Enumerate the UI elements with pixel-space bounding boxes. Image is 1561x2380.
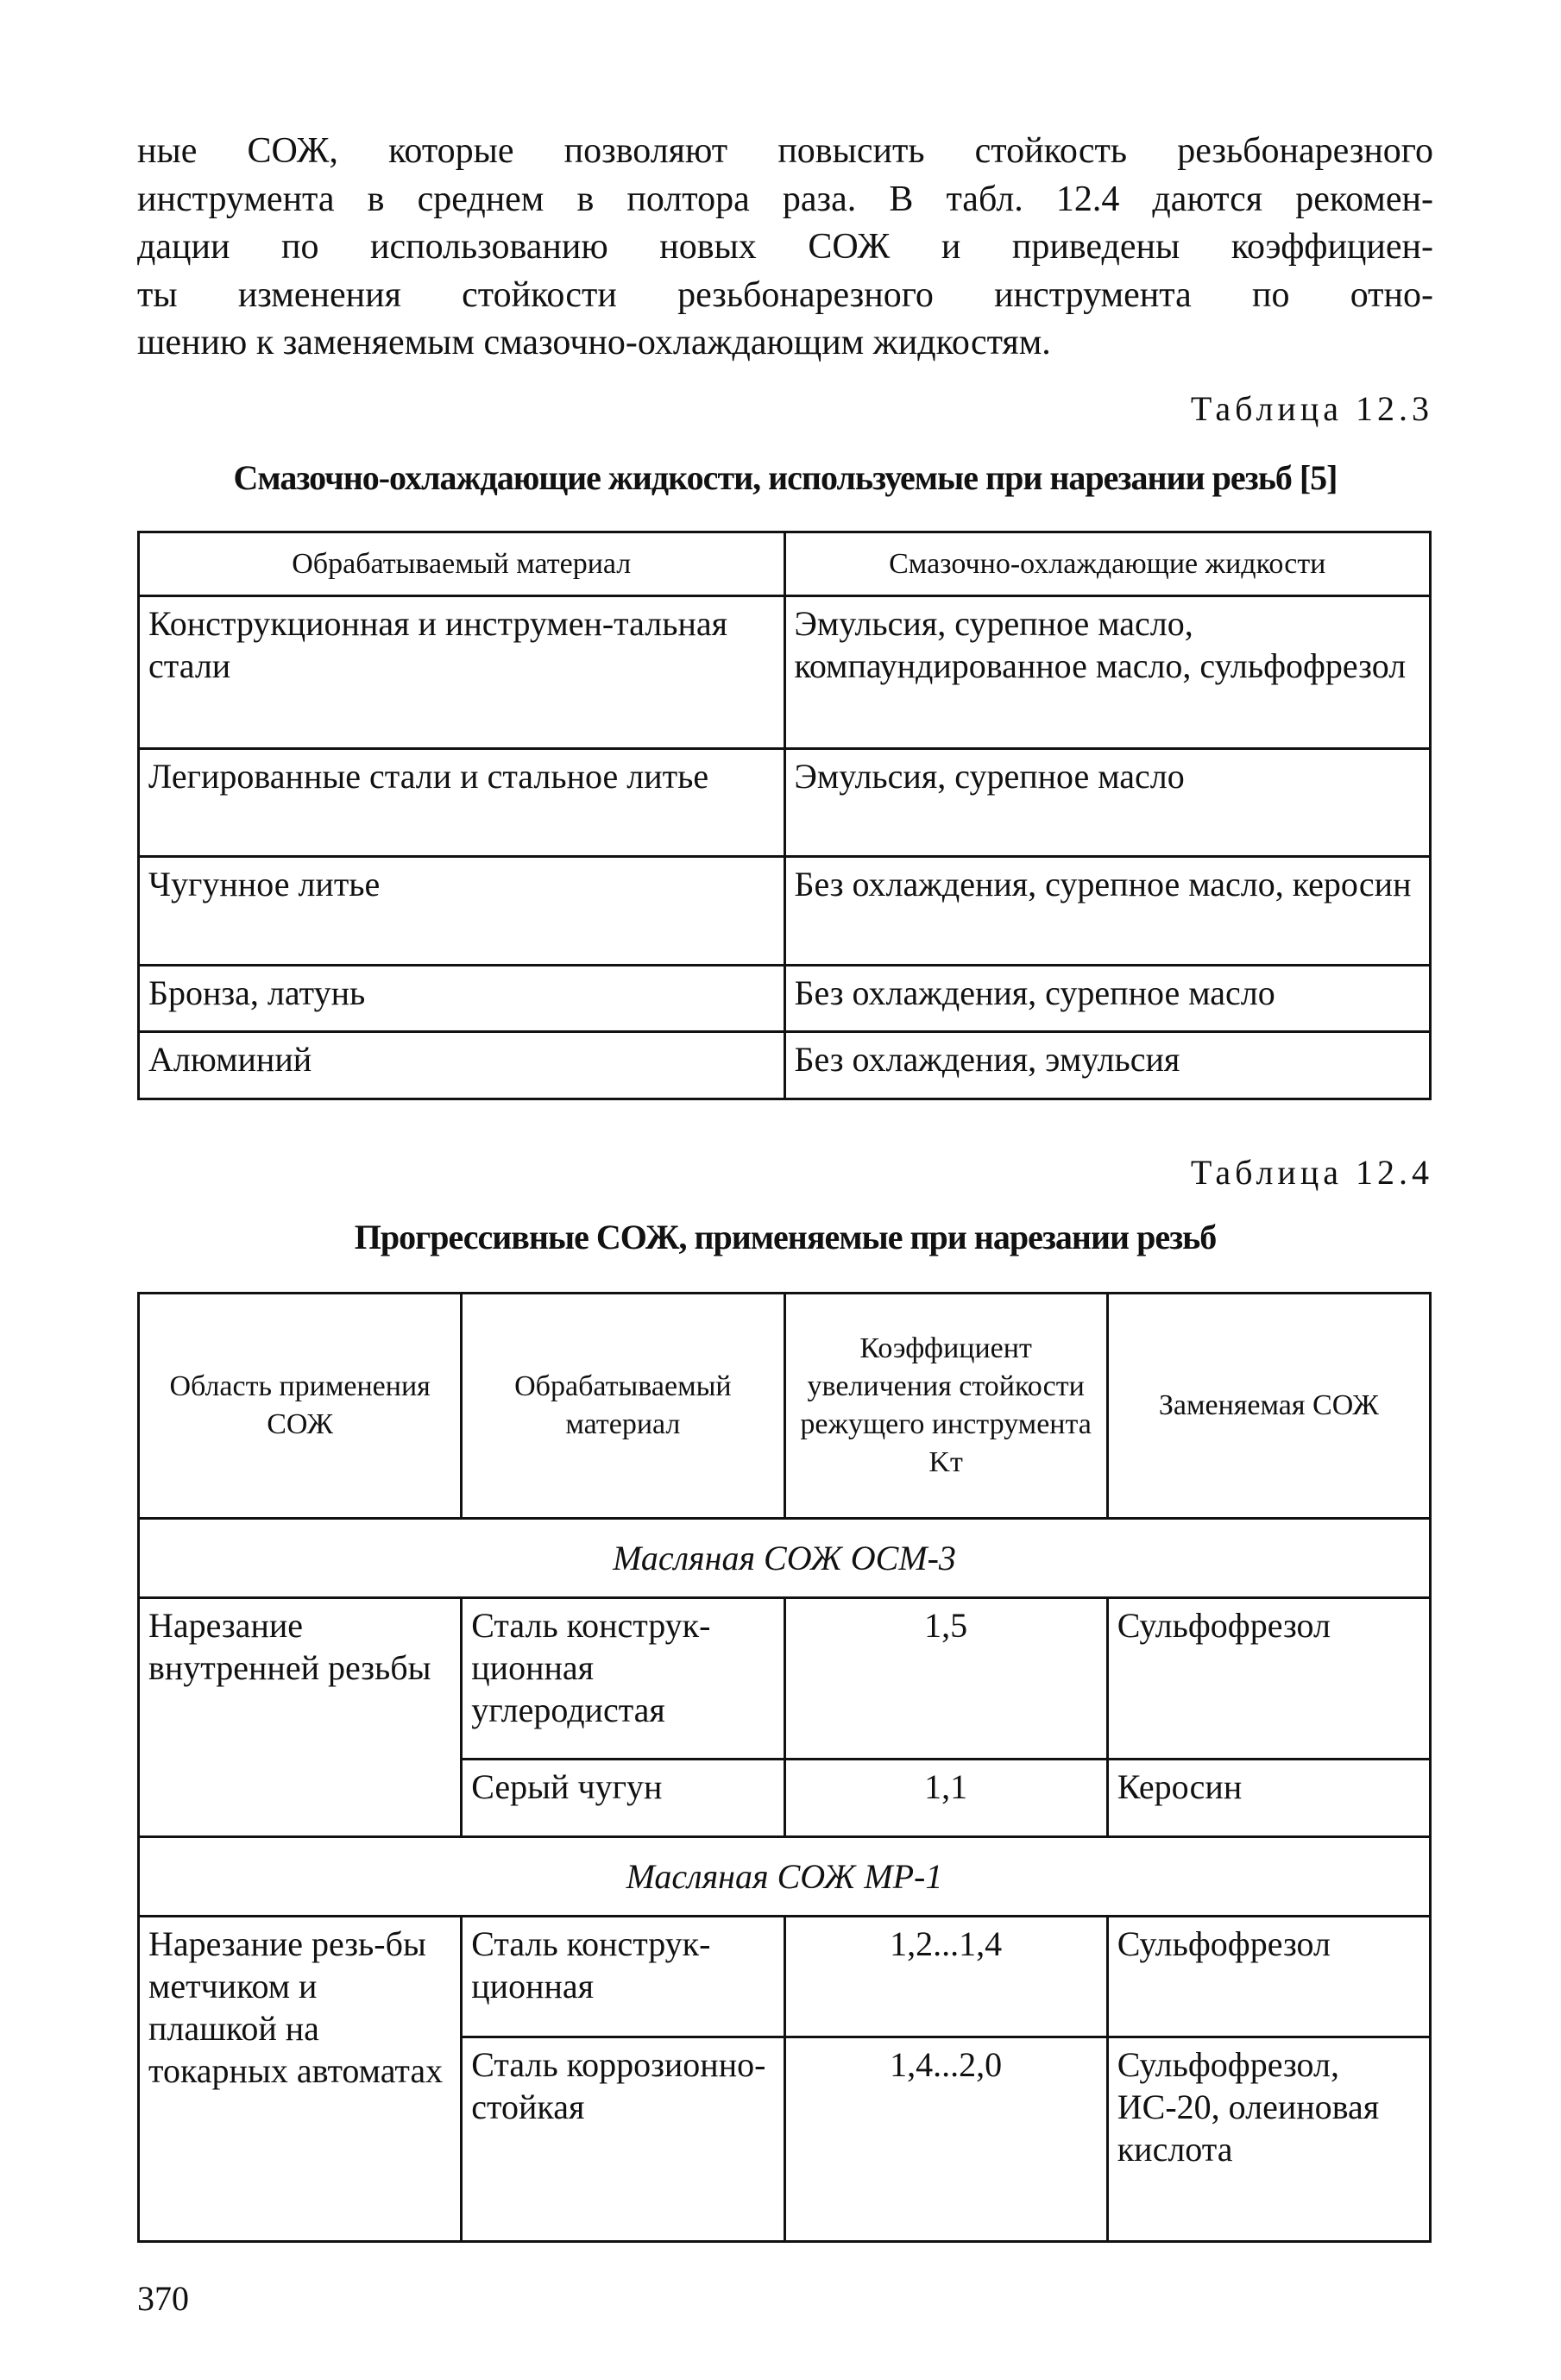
header-cell: Смазочно-охлаждающие жидкости [784,532,1431,596]
fluid-cell: Без охлаждения, сурепное масло, керосин [784,857,1431,966]
material-cell: Сталь конструк-ционная [462,1917,784,2037]
material-cell: Сталь коррозионно-стойкая [462,2037,784,2242]
fluid-cell: Эмульсия, сурепное масло [784,749,1431,857]
paragraph-line: шению к заменяемым смазочно-охлаждающим жидкостям. [137,323,1051,362]
table2-label: Таблица 12.4 [1190,1153,1433,1192]
material-cell: Легированные стали и стальное литье [139,749,785,857]
replaced-fluid-cell: Сульфофрезол, ИС-20, олеиновая кислота [1107,2037,1430,2242]
table-row [139,1917,1431,2037]
body-paragraph [137,128,1433,368]
fluid-cell: Эмульсия, сурепное масло, компаундированное масло, сульфофрезол [784,596,1431,749]
paragraph-line: ты изменения стойкости резьбонарезного инструмента по отно- [137,274,1433,315]
material-cell: Чугунное литье [139,857,785,966]
header-cell: Заменяемая СОЖ [1107,1294,1430,1519]
replaced-fluid-cell: Керосин [1107,1760,1430,1837]
area-cell: Нарезание внутренней резьбы [139,1598,462,1837]
fluid-cell: Без охлаждения, эмульсия [784,1032,1431,1099]
table-row [139,749,1431,857]
table1-label: Таблица 12.3 [1190,389,1433,428]
table-row [139,966,1431,1032]
table-header-row [139,1294,1431,1519]
header-cell: Обрабатываемый материал [139,532,785,596]
material-cell: Бронза, латунь [139,966,785,1032]
table-row [139,1598,1431,1760]
table2-title: Прогрессивные СОЖ, применяемые при нарезании резьб [354,1218,1217,1256]
section-title: Масляная СОЖ МР-1 [139,1837,1431,1917]
coefficient-cell: 1,5 [784,1598,1107,1760]
header-cell: Обрабатываемый материал [462,1294,784,1519]
paragraph-line: дации по использованию новых СОЖ и приведены коэффициен- [137,227,1433,267]
coefficient-cell: 1,1 [784,1760,1107,1837]
material-cell: Сталь конструк-ционная углеродистая [462,1598,784,1760]
fluid-cell: Без охлаждения, сурепное масло [784,966,1431,1032]
section-title: Масляная СОЖ ОСМ-3 [139,1519,1431,1598]
coefficient-cell: 1,4...2,0 [784,2037,1107,2242]
table-12-4 [137,1292,1432,2243]
replaced-fluid-cell: Сульфофрезол [1107,1598,1430,1760]
table-12-3 [137,531,1432,1100]
table-header-row [139,532,1431,596]
section-row [139,1837,1431,1917]
table-row [139,1032,1431,1099]
material-cell: Конструкционная и инструмен-тальная стали [139,596,785,749]
table-row [139,857,1431,966]
replaced-fluid-cell: Сульфофрезол [1107,1917,1430,2037]
header-cell: Коэффициент увеличения стойкости режущего инструмента Kт [784,1294,1107,1519]
table1-title: Смазочно-охлаждающие жидкости, используемые при нарезании резьб [5] [233,458,1338,497]
table-row [139,596,1431,749]
paragraph-line: инструмента в среднем в полтора раза. В табл. 12.4 даются рекомен- [137,179,1433,219]
area-cell: Нарезание резь-бы метчиком и плашкой на токарных автоматах [139,1917,462,2242]
header-cell: Область применения СОЖ [139,1294,462,1519]
paragraph-line: ные СОЖ, которые позволяют повысить стойкость резьбонарезного [137,131,1433,171]
material-cell: Алюминий [139,1032,785,1099]
page-number: 370 [137,2279,189,2318]
section-row [139,1519,1431,1598]
coefficient-cell: 1,2...1,4 [784,1917,1107,2037]
material-cell: Серый чугун [462,1760,784,1837]
